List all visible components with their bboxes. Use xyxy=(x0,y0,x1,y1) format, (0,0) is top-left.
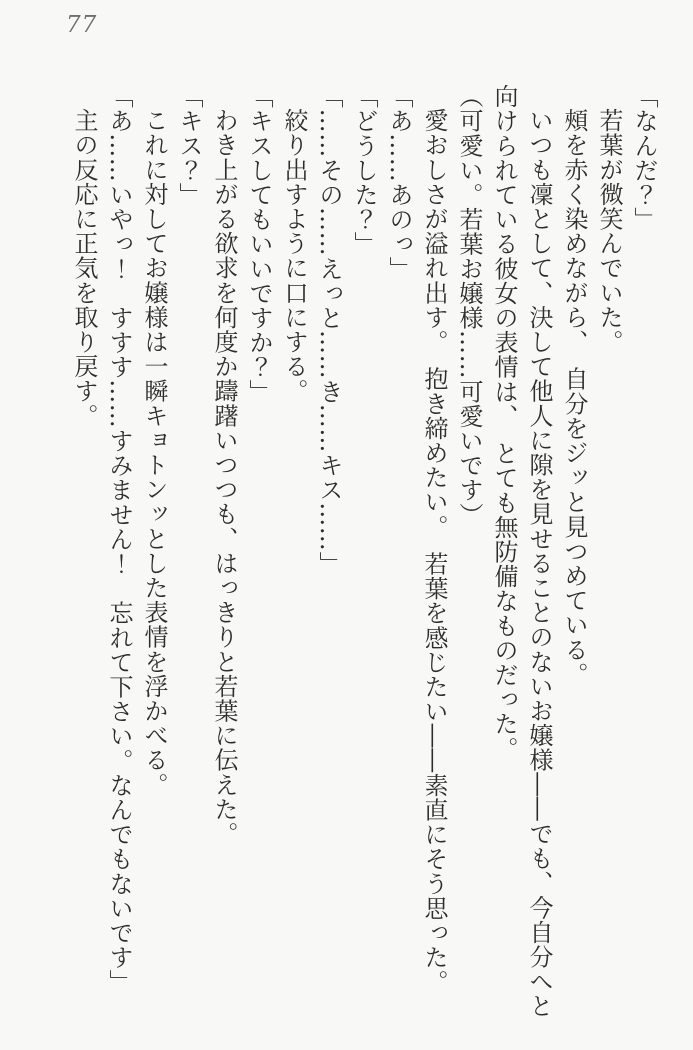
text-column-1: 「なんだ？」 xyxy=(630,84,658,232)
text-column-11: 絞り出すように口にする。 xyxy=(280,108,308,404)
text-column-8: 「あ……あのっ」 xyxy=(385,84,413,281)
page-number: 77 xyxy=(66,12,98,38)
text-column-12: 「キスしてもいいですか？」 xyxy=(245,84,273,404)
text-column-3: 頰を赤く染めながら、 自分をジッと見つめている。 xyxy=(560,108,588,687)
text-column-13: わき上がる欲求を何度か躊躇いつつも、はっきりと若葉に伝えた。 xyxy=(210,108,238,846)
text-column-9: 「どうした？」 xyxy=(350,84,378,257)
text-column-14: 「キス？」 xyxy=(175,84,203,207)
text-column-5: 向けられている彼女の表情は、 とても無防備なものだった。 xyxy=(490,84,518,761)
text-column-4: いつも凜として、決して他人に隙を見せることのないお嬢様――でも、今自分へと xyxy=(525,108,553,1019)
text-column-16: 「あ……いやっ！ すすす……すみません！ 忘れて下さい。なんでもないです」 xyxy=(105,84,133,995)
text-column-10: 「……その……えっと……き……キス……」 xyxy=(315,84,343,576)
text-column-7: 愛おしさが溢れ出す。 抱き締めたい。 若葉を感じたい――素直にそう思った。 xyxy=(420,108,448,995)
text-column-15: これに対してお嬢様は一瞬キョトンッとした表情を浮かべる。 xyxy=(140,108,168,797)
text-column-2: 若葉が微笑んでいた。 xyxy=(595,108,623,354)
text-column-6: （可愛い。若葉お嬢様……可愛いです） xyxy=(455,84,483,527)
text-column-17: 主の反応に正気を取り戻す。 xyxy=(70,108,98,428)
text-block xyxy=(66,84,661,1029)
